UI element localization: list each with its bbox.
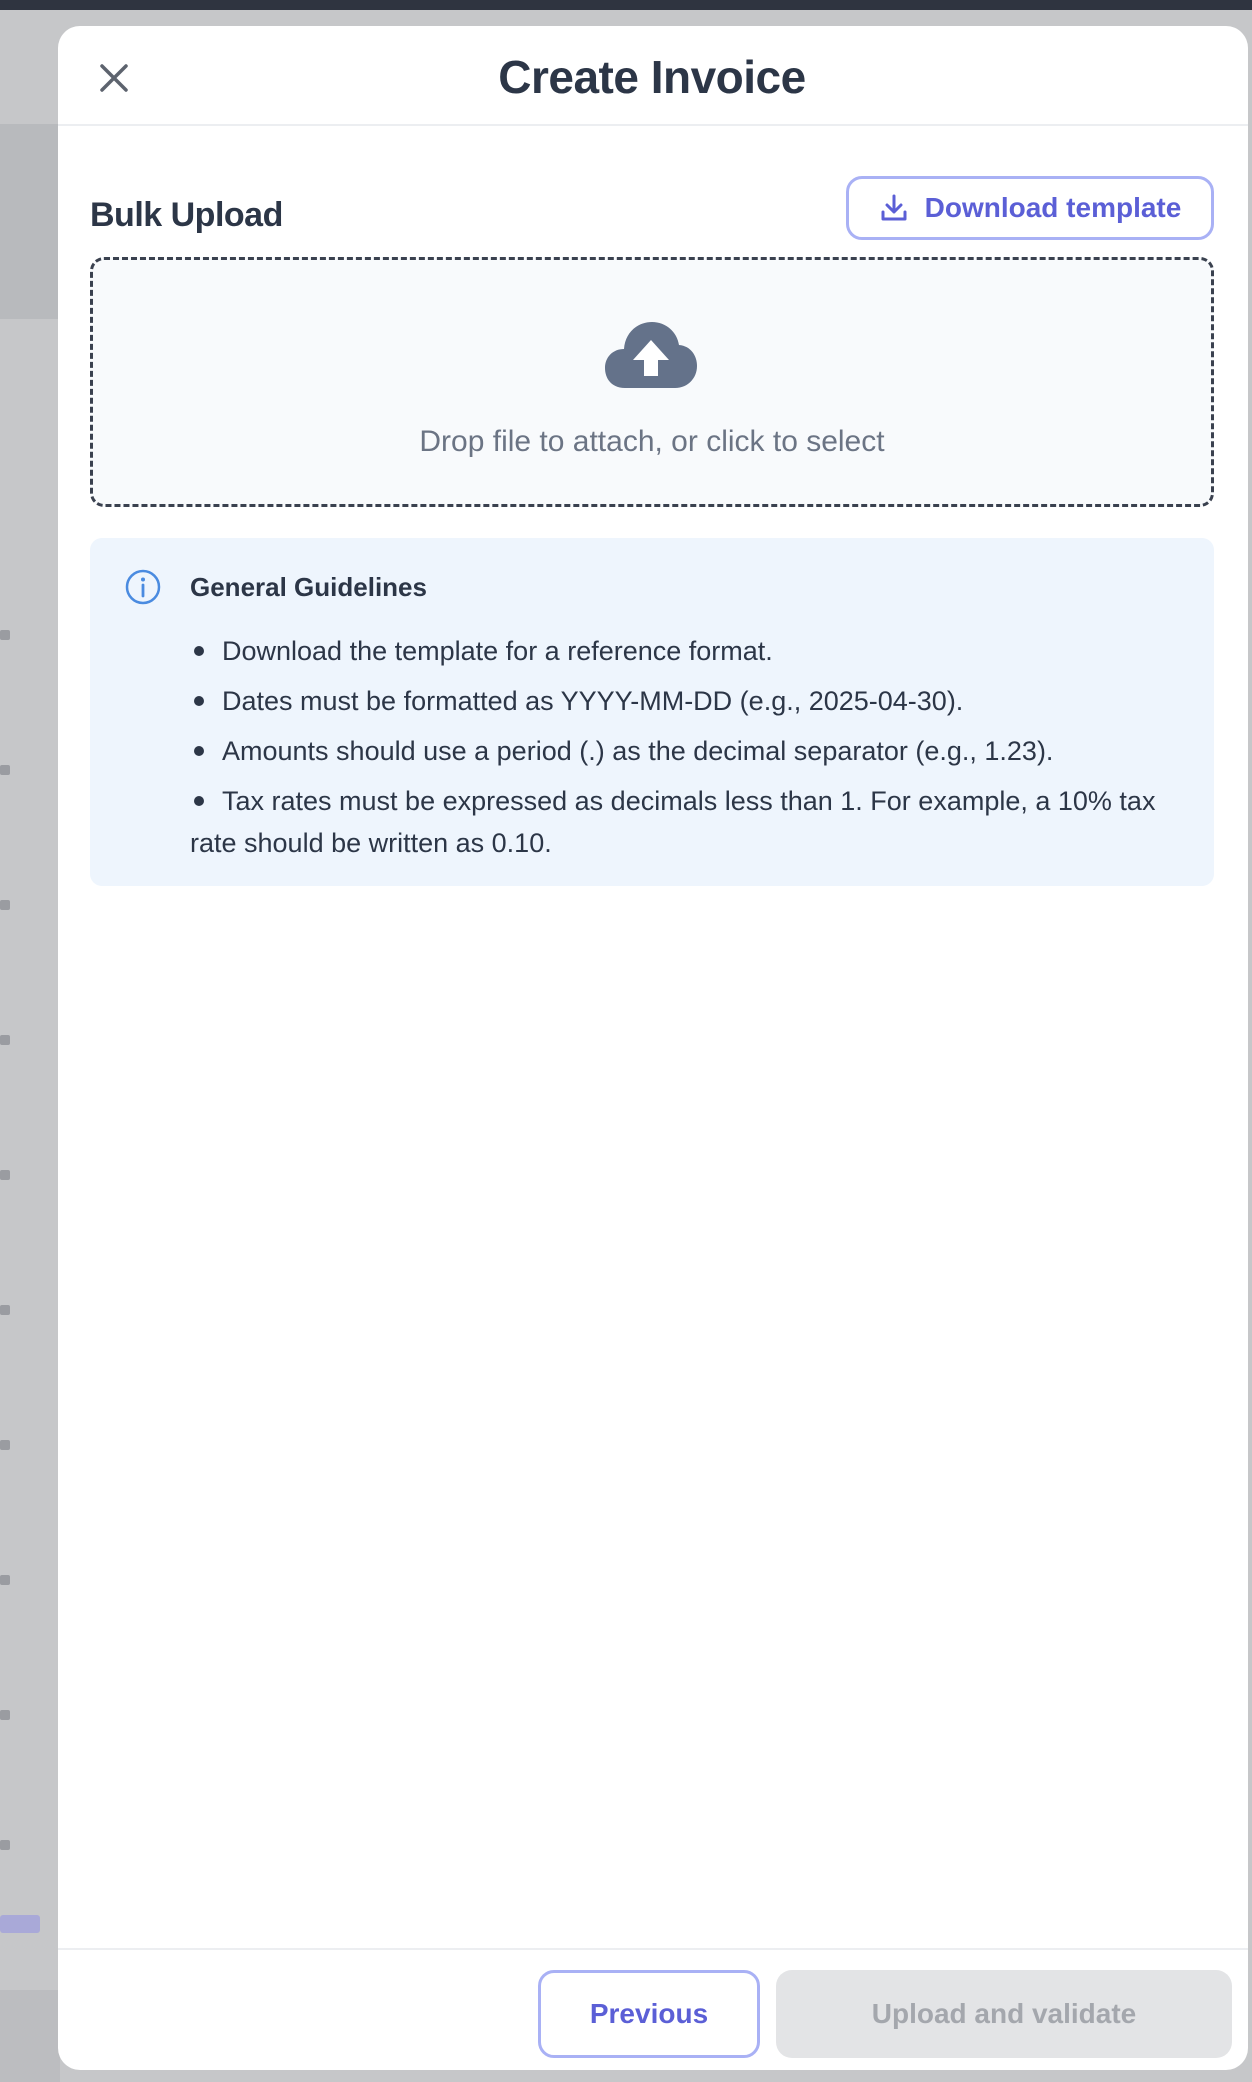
info-icon <box>124 568 162 606</box>
backdrop-tick <box>0 900 10 910</box>
cloud-upload-icon <box>603 318 699 390</box>
modal-title: Create Invoice <box>498 51 806 103</box>
download-template-button[interactable] <box>846 176 1214 240</box>
backdrop-tick <box>0 765 10 775</box>
download-template-label: Download template <box>924 192 1182 223</box>
backdrop-tick <box>0 630 10 640</box>
backdrop-tick <box>0 1440 10 1450</box>
backdrop-bottom <box>0 1990 60 2082</box>
backdrop-tick <box>0 1840 10 1850</box>
dropzone-text: Drop file to attach, or click to select <box>419 425 885 458</box>
backdrop-band <box>0 124 60 319</box>
backdrop-tick <box>0 1170 10 1180</box>
modal-footer <box>58 1948 1248 2070</box>
guideline-item: Amounts should use a period (.) as the decimal separator (e.g., 1.23). <box>190 730 1190 772</box>
backdrop-tick <box>0 1035 10 1045</box>
upload-and-validate-button[interactable]: Upload and validate <box>776 1970 1232 2058</box>
previous-button[interactable]: Previous <box>538 1970 760 2058</box>
guidelines-title: General Guidelines <box>190 572 427 602</box>
backdrop-tick <box>0 1575 10 1585</box>
guideline-item: Dates must be formatted as YYYY-MM-DD (e.g., 2025-04-30). <box>190 680 1190 722</box>
backdrop-tick <box>0 1305 10 1315</box>
general-guidelines-panel <box>90 538 1214 886</box>
guidelines-list <box>190 630 1190 872</box>
bulk-upload-title: Bulk Upload <box>90 196 283 234</box>
download-icon <box>879 193 909 223</box>
create-invoice-modal <box>58 26 1248 2070</box>
guideline-item: Download the template for a reference format. <box>190 630 1190 672</box>
backdrop-link <box>0 1915 40 1933</box>
modal-header <box>58 26 1248 126</box>
app-topbar <box>0 0 1252 10</box>
backdrop-tick <box>0 1710 10 1720</box>
file-dropzone[interactable] <box>90 257 1214 507</box>
guideline-item: Tax rates must be expressed as decimals less than 1. For example, a 10% tax rate should be written as 0.10. <box>190 780 1190 864</box>
